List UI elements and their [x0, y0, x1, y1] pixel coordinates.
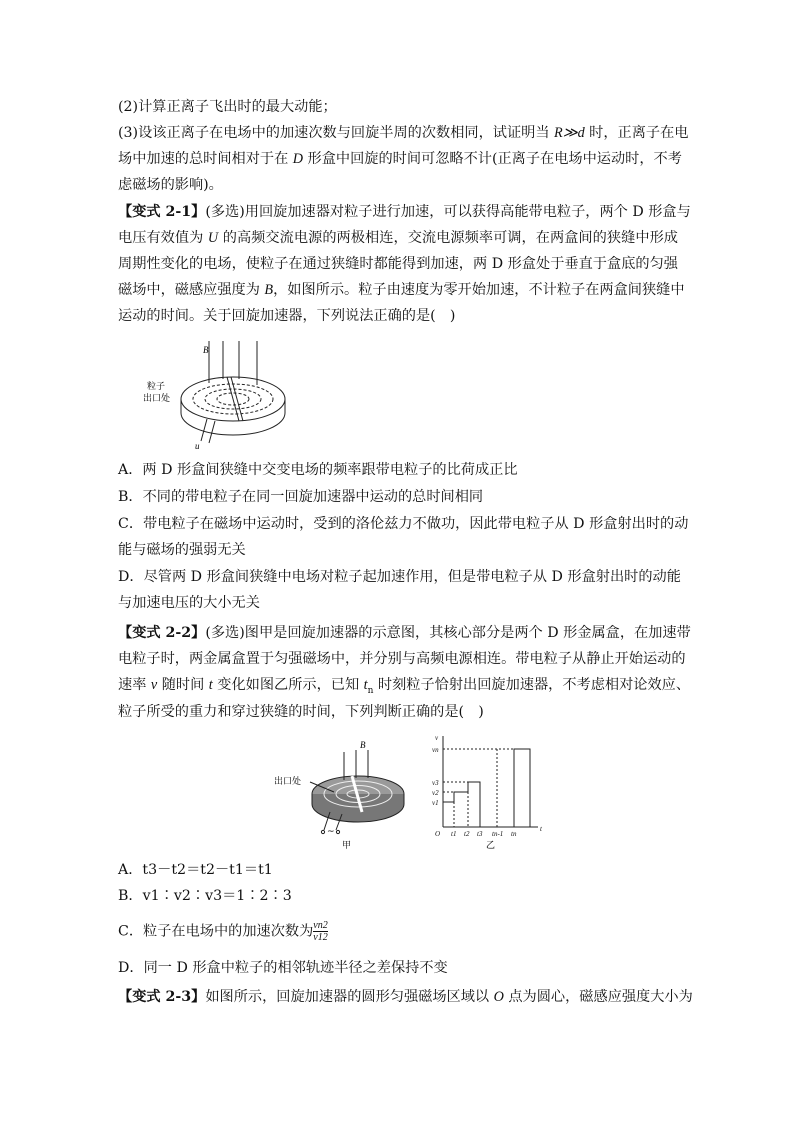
q21-option-a: A．两 D 形盒间狭缝中交变电场的频率跟带电粒子的比荷成正比: [118, 462, 518, 478]
q22-option-a: A．t3－t2＝t2－t1＝t1: [118, 862, 273, 878]
svg-text:O: O: [435, 830, 441, 838]
svg-text:t: t: [540, 825, 542, 833]
part2-question: (2)计算正离子飞出时的最大动能；: [118, 99, 337, 115]
svg-text:v3: v3: [432, 779, 439, 787]
q21-line1: 【变式 2-1】(多选)用回旋加速器对粒子进行加速，可以获得高能带电粒子，两个 D 形盒与: [118, 204, 691, 220]
label-yi: 乙: [486, 841, 496, 850]
q21-line4: 磁场中，磁感应强度为 B，如图所示。粒子由速度为零开始加速，不计粒子在两盒间狭缝中: [118, 282, 685, 298]
q22-line2: 电粒子时，两金属盒置于匀强磁场中，并分别与高频电源相连。带电粒子从静止开始运动的: [118, 651, 686, 667]
fraction: $\frac{vn2}{v12}$: [313, 920, 328, 943]
q22-option-c: C．粒子在电场中的加速次数为 $\frac{vn2}{v12}$: [118, 920, 328, 943]
q21-option-d-line1: D．尽管两 D 形盒间狭缝中电场对粒子起加速作用，但是带电粒子从 D 形盒射出时的动能: [118, 569, 681, 585]
cyclotron-figure-jia: [274, 740, 404, 850]
label-jia: 甲: [342, 841, 352, 850]
svg-text:~: ~: [327, 827, 335, 837]
cyclotron-figure-1: [143, 339, 293, 454]
vt-graph-yi: [443, 736, 538, 827]
q21-option-c-line2: 能与磁场的强弱无关: [118, 542, 246, 558]
part3-line3: 虑磁场的影响)。: [118, 177, 223, 193]
q21-line3: 周期性变化的电场，使粒子在通过狭缝时都能得到加速，两 D 形盒处于垂直于盒底的匀强: [118, 256, 678, 272]
q23-line1: 【变式 2-3】如图所示，回旋加速器的圆形匀强磁场区域以 O 点为圆心，磁感应强度大小为: [118, 989, 693, 1005]
q22-line4: 粒子所受的重力和穿过狭缝的时间，下列判断正确的是( ): [118, 704, 484, 720]
svg-text:t1: t1: [451, 830, 457, 838]
svg-text:tn-1: tn-1: [492, 830, 504, 838]
svg-text:vn: vn: [432, 746, 439, 754]
q22-line1: 【变式 2-2】(多选)图甲是回旋加速器的示意图，其核心部分是两个 D 形金属盒，在加速带: [118, 625, 691, 641]
svg-text:tn: tn: [511, 830, 517, 838]
exit-label-1: 粒子: [147, 382, 166, 392]
q21-option-c-line1: C．带电粒子在磁场中运动时，受到的洛伦兹力不做功，因此带电粒子从 D 形盒射出时的动: [118, 516, 689, 532]
part3-line2: 场中加速的总时间相对于在 D 形盒中回旋的时间可忽略不计(正离子在电场中运动时，不考: [118, 151, 682, 167]
svg-text:t3: t3: [477, 830, 483, 838]
q22-option-b: B．v1∶v2∶v3＝1∶2∶3: [118, 888, 292, 904]
svg-text:v: v: [435, 734, 439, 742]
figure-2-2: [268, 732, 558, 850]
svg-text:v1: v1: [432, 799, 439, 807]
q21-option-b: B．不同的带电粒子在同一回旋加速器中运动的总时间相同: [118, 489, 484, 505]
q22-option-d: D．同一 D 形盒中粒子的相邻轨迹半径之差保持不变: [118, 960, 448, 976]
svg-text:出口处: 出口处: [274, 777, 302, 787]
svg-text:B: B: [360, 740, 366, 750]
q21-line5: 运动的时间。关于回旋加速器，下列说法正确的是( ): [118, 308, 456, 324]
q22-line3: 速率 v 随时间 t 变化如图乙所示，已知 $t_n$ 时刻粒子恰射出回旋加速器，不考虑相对论效应、: [118, 677, 691, 696]
b-label: B: [203, 345, 209, 355]
svg-text:v2: v2: [432, 789, 439, 797]
exit-label-2: 出口处: [143, 394, 171, 404]
part3-line1: (3)设该正离子在电场中的加速次数与回旋半周的次数相同，试证明当 R≫d 时，正离子在电: [118, 125, 689, 141]
u-label: u: [195, 441, 200, 451]
q21-line2: 电压有效值为 U 的高频交流电源的两极相连，交流电源频率可调，在两盒间的狭缝中形成: [118, 230, 678, 246]
svg-text:t2: t2: [464, 830, 470, 838]
q21-option-d-line2: 与加速电压的大小无关: [118, 595, 260, 611]
